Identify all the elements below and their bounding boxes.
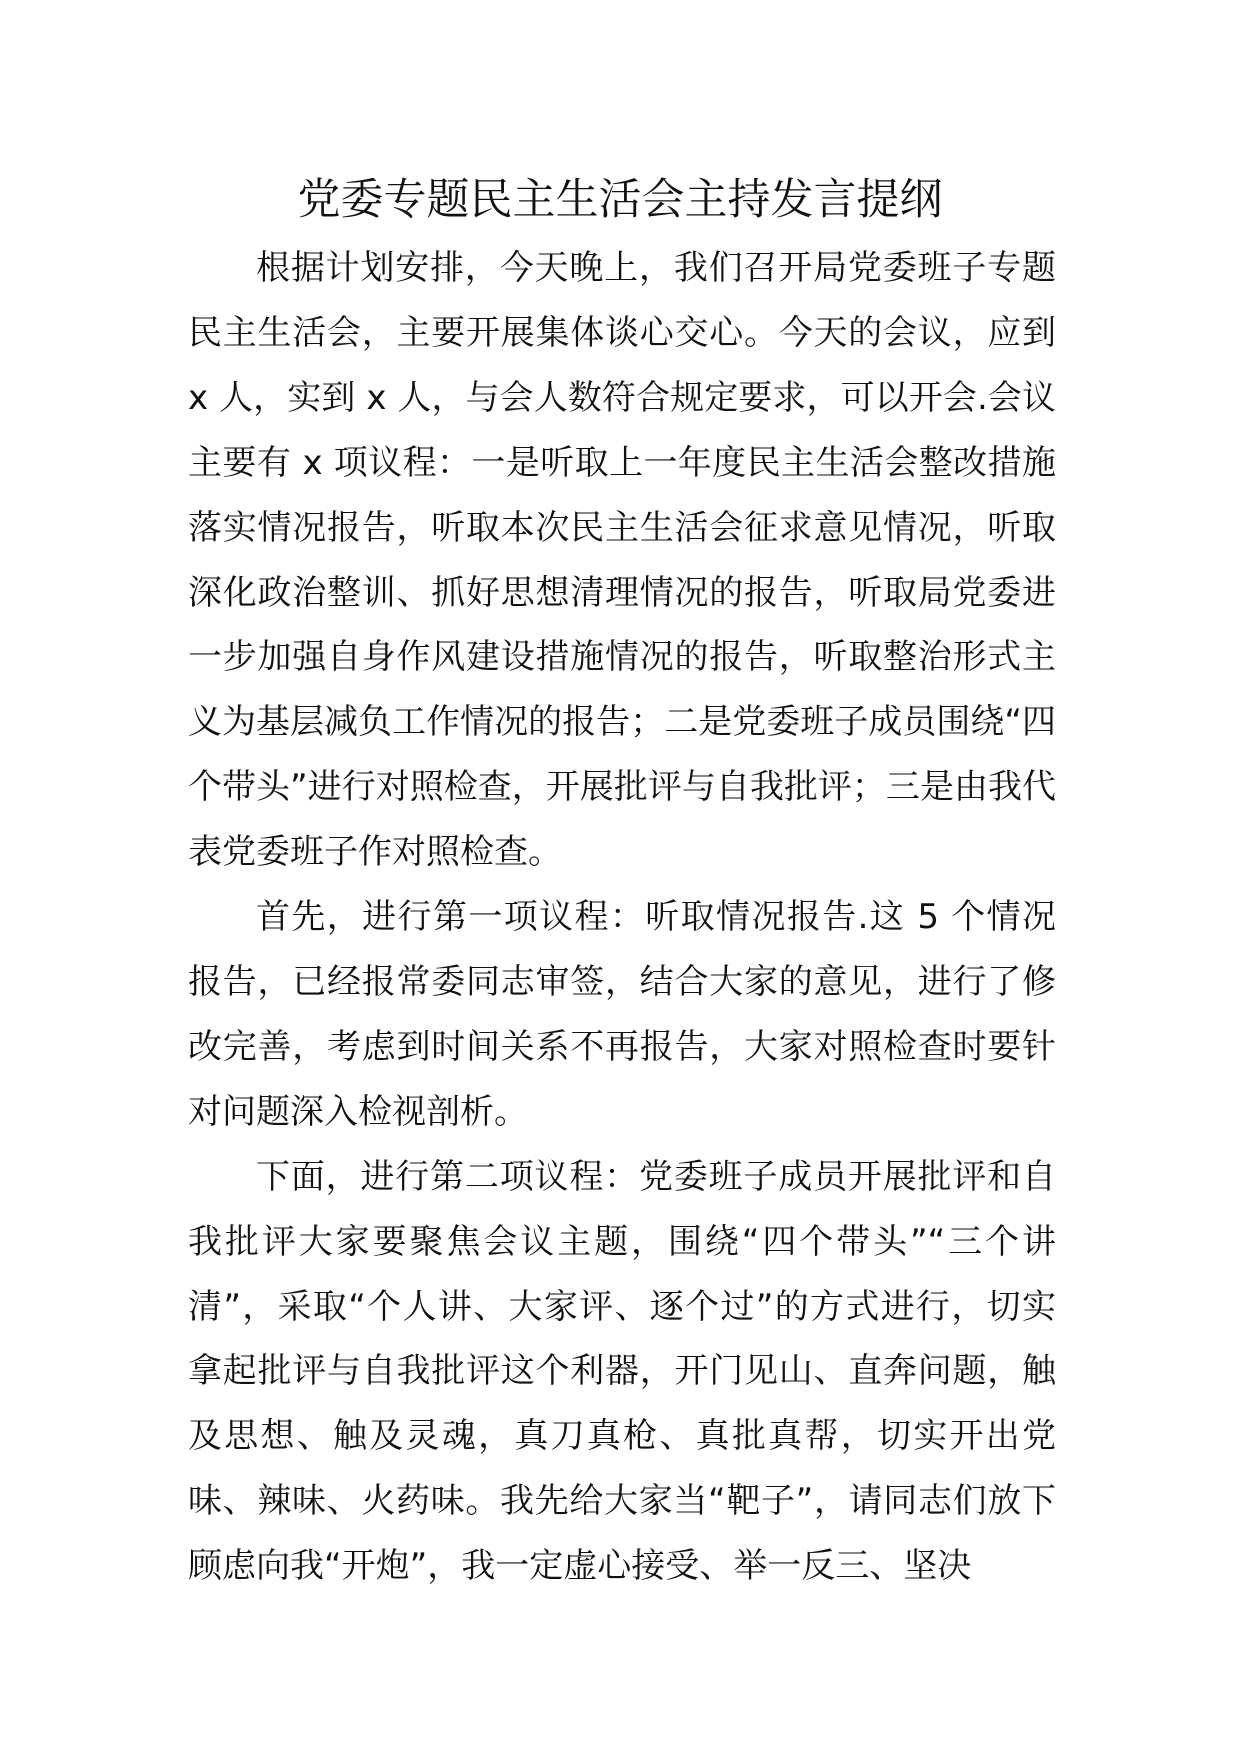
paragraph-first-item: 首先，进行第一项议程：听取情况报告.这 5 个情况报告，已经报常委同志审签，结合大家的意见，进行了修改完善，考虑到时间关系不再报告，大家对照检查时要针对问题深入检视剖析。 [188, 897, 1056, 1132]
paragraph-agenda-intro: 根据计划安排，今天晚上，我们召开局党委班子专题民主生活会，主要开展集体谈心交心。今天的会议，应到 x 人，实到 x 人，与会人数符合规定要求，可以开会.会议主要有 x 项议程：一是听取上一年度民主生活会整改措施落实情况报告，听取本次民主生活会征求意见情况，听取深化政治整训、抓好思想清理情况的报告，听取局党委进一步加强自身作风建设措施情况的报告，听取整治形式主义为基层减负工作情况的报告；二是党委班子成员围绕“四个带头”进行对照检查，开展批评与自我批评；三是由我代表党委班子作对照检查。 [188, 248, 1056, 873]
document-body [188, 236, 1056, 1599]
document-title: 党委专题民主生活会主持发言提纲 [297, 175, 943, 225]
paragraph-second-item: 下面，进行第二项议程：党委班子成员开展批评和自我批评大家要聚焦会议主题，围绕“四个带头”“三个讲清”，采取“个人讲、大家评、逐个过”的方式进行，切实拿起批评与自我批评这个利器，开门见山、直奔问题，触及思想、触及灵魂，真刀真枪、真批真帮，切实开出党味、辣味、火药味。我先给大家当“靶子”，请同志们放下顾虑向我“开炮”，我一定虚心接受、举一反三、坚决 [188, 1156, 1056, 1587]
